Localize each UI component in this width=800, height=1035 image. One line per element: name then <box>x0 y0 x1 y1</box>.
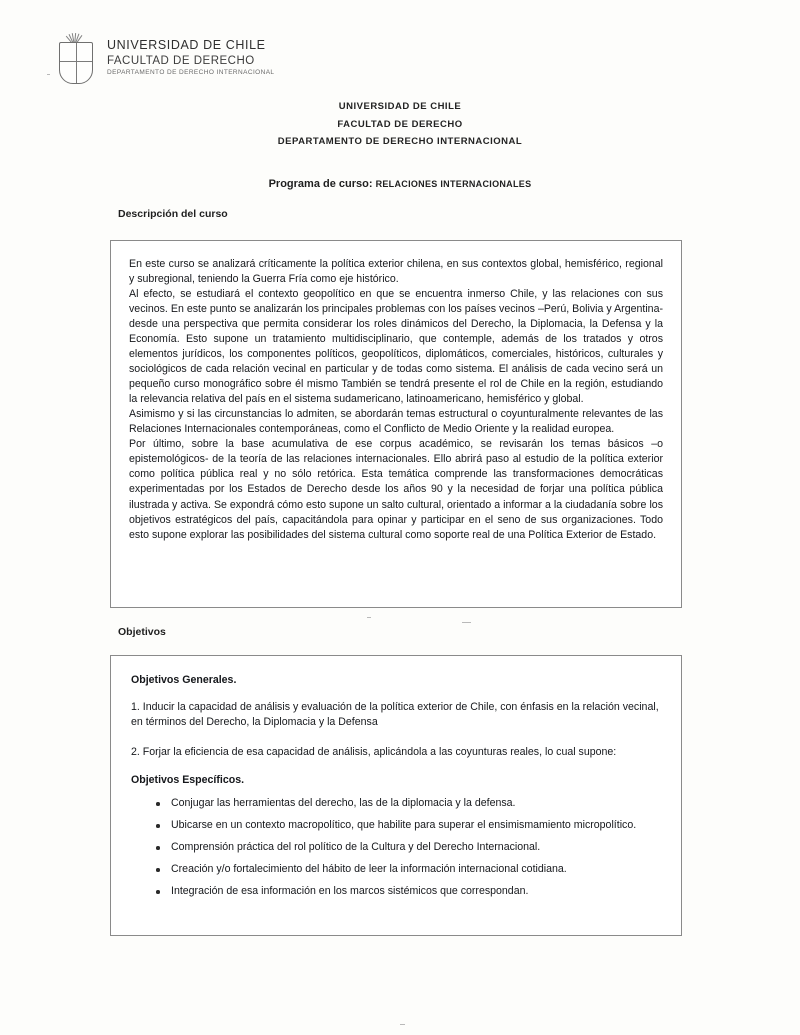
scan-artifact <box>462 622 471 623</box>
document-header <box>0 98 800 151</box>
objetivo-general-1: 1. Inducir la capacidad de análisis y evaluación de la política exterior de Chile, con énfasis en la relación vecinal, en términos del Derecho, la Diplomacia y la Defensa <box>131 701 659 729</box>
list-item: Integración de esa información en los marcos sistémicos que correspondan. <box>171 884 661 899</box>
list-item: Conjugar las herramientas del derecho, las de la diplomacia y la defensa. <box>171 796 661 811</box>
scan-artifact <box>47 74 50 75</box>
header-university: UNIVERSIDAD DE CHILE <box>338 101 462 112</box>
scan-artifact <box>400 1024 405 1025</box>
descripcion-paragraph-2: Al efecto, se estudiará el contexto geopolítico en que se encuentra inmerso Chile, y las relaciones con sus vecinos. En este punto se analizarán los principales problemas con los países vecinos –Perú, Bolivia y Argentina- desde una perspectiva que permita considerar los roles dinámicos del Derecho, la Diplomacia, la Defensa y la Economía. Esto supone un tratamiento multidisciplinario, que contemple, además de los tratados y otros elementos jurídicos, los componentes políticos, geopolíticos, diplomáticos, comerciales, históricos, culturales y sociológicos de cada relación vecinal en particular y de todas como sistema. El análisis de cada vecino será un pequeño curso monográfico sobre él mismo También se tendrá presente el rol de Chile en la región, estudiando la relevancia relativa del país en el sistema sudamericano, latinoamericano, hemisférico y global. <box>129 288 663 406</box>
list-item: Ubicarse en un contexto macropolítico, que habilite para superar el ensimismamiento micropolítico. <box>171 818 661 833</box>
header-faculty: FACULTAD DE DERECHO <box>337 118 463 130</box>
descripcion-paragraph-1: En este curso se analizará críticamente la política exterior chilena, en sus contextos global, hemisférico, regional y subregional, teniendo la Guerra Fría como eje histórico. <box>129 258 663 286</box>
section-heading-objetivos: Objetivos <box>118 626 166 638</box>
crest-shield <box>59 42 93 84</box>
objetivos-especificos-list <box>131 796 661 899</box>
university-crest-icon <box>55 32 97 84</box>
descripcion-paragraph-3: Asimismo y si las circunstancias lo admiten, se abordarán temas estructural o coyunturalmente relevantes de las Relaciones Internacionales contemporáneas, como el Conflicto de Medio Oriente y la realidad europea. <box>129 408 663 436</box>
letterhead-department: DEPARTAMENTO DE DERECHO INTERNACIONAL <box>107 69 275 76</box>
list-item: Comprensión práctica del rol político de la Cultura y del Derecho Internacional. <box>171 840 661 855</box>
program-title-course: RELACIONES INTERNACIONALES <box>375 179 532 189</box>
objetivos-box <box>110 655 682 936</box>
program-title-prefix: Programa de curso: <box>268 178 376 190</box>
letterhead-text <box>107 32 274 77</box>
objetivos-especificos-title: Objetivos Específicos. <box>131 774 245 787</box>
objetivo-general-2: 2. Forjar la eficiencia de esa capacidad de análisis, aplicándola a las coyunturas reales, lo cual supone: <box>131 745 617 758</box>
letterhead-faculty: FACULTAD DE DERECHO <box>107 54 255 67</box>
letterhead-university: UNIVERSIDAD DE CHILE <box>107 38 266 52</box>
letterhead <box>55 32 274 84</box>
descripcion-paragraph-4: Por último, sobre la base acumulativa de ese corpus académico, se revisarán los temas básicos –o epistemológicos- de la teoría de las relaciones internacionales. Ello abrirá paso al estudio de la política exterior como política pública real y no sólo retórica. Esta temática comprende las transformaciones democráticas experimentadas por los Estados de Derecho desde los años 90 y la necesidad de forjar una política pública ilustrada y activa. Se expondrá cómo esto supone un salto cultural, orientado a informar a la ciudadanía sobre los objetivos estratégicos del país, capacitándola para opinar y participar en el seno de sus organizaciones. Todo esto supone explorar las posibilidades del sistema cultural como soporte real de una Política Exterior de Estado. <box>129 438 663 541</box>
section-heading-descripcion: Descripción del curso <box>118 208 228 220</box>
header-department: DEPARTAMENTO DE DERECHO INTERNACIONAL <box>277 136 523 148</box>
descripcion-box <box>110 240 682 608</box>
scan-artifact <box>367 617 371 618</box>
program-title <box>0 178 800 190</box>
list-item: Creación y/o fortalecimiento del hábito de leer la información internacional cotidiana. <box>171 862 661 877</box>
objetivos-generales-title: Objetivos Generales. <box>131 674 237 686</box>
